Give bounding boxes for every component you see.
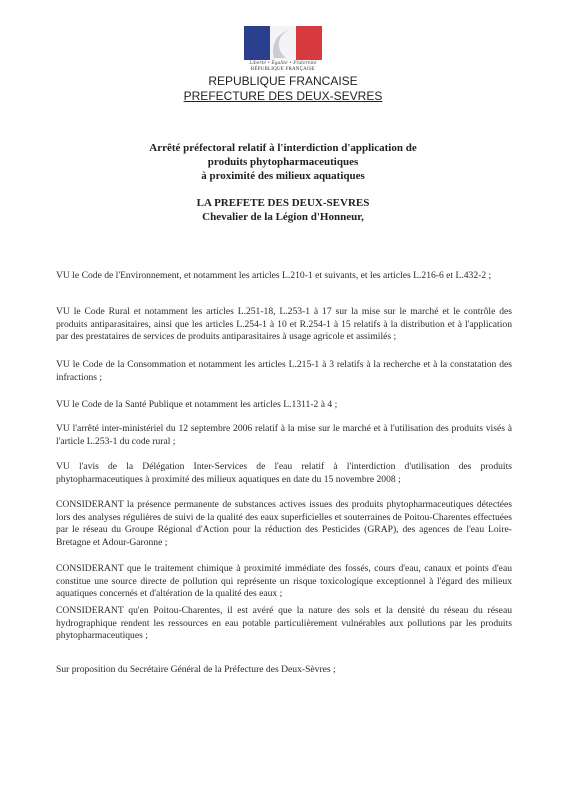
paragraph-sur-proposition: Sur proposition du Secrétaire Général de la Préfecture des Deux-Sèvres ; [56, 664, 336, 675]
tricolour-flag-icon [244, 26, 322, 60]
paragraph-vu-environnement: VU le Code de l'Environnement, et notamment les articles L.210-1 et suivants, et les articles L.216-6 et L.432-2 ; [56, 270, 492, 281]
decree-title [100, 141, 466, 183]
header-prefecture: PREFECTURE DES DEUX-SEVRES [183, 89, 383, 103]
decree-title-line: produits phytopharmaceutiques [207, 156, 359, 168]
logo-motto: Liberté • Égalité • Fraternité [249, 61, 317, 66]
paragraph-vu-arrete: VU l'arrêté inter-ministériel du 12 septembre 2006 relatif à la mise sur le marché et à l'utilisation des produits visés à l'article L.253-1 du code rural ; [56, 423, 512, 447]
paragraph-vu-consommation: VU le Code de la Consommation et notamment les articles L.215-1 à 3 relatifs à la recherche et à la constatation des infractions ; [56, 359, 512, 383]
paragraph-considerant-poitou: CONSIDERANT qu'en Poitou-Charentes, il est avéré que la nature des sols et la densité du réseau du réseau hydrographique rendent les ressources en eau potable particulièrement vulnérables aux pollutions par les produits phytopharmaceutiques ; [56, 605, 512, 641]
decree-title-line: à proximité des milieux aquatiques [201, 170, 365, 182]
paragraph-considerant-traitement: CONSIDERANT que le traitement chimique à proximité immédiate des fossés, cours d'eau, canaux et points d'eau constitue une source directe de pollution qui représente un risque toxicologique exceptionnel à l'égard des milieux aquatiques concernés et d'altération de la qualité des eaux ; [56, 563, 512, 599]
authority-line: LA PREFETE DES DEUX-SEVRES [196, 197, 370, 209]
decree-title-line: Arrêté préfectoral relatif à l'interdiction d'application de [149, 142, 417, 154]
authority-block [100, 196, 466, 224]
paragraph-vu-sante-publique: VU le Code de la Santé Publique et notamment les articles L.1311-2 à 4 ; [56, 399, 338, 410]
logo-republic-text: RÉPUBLIQUE FRANÇAISE [250, 67, 316, 72]
header-republic: REPUBLIQUE FRANCAISE [208, 74, 358, 88]
paragraph-vu-avis: VU l'avis de la Délégation Inter-Services de l'eau relatif à l'interdiction d'utilisation des produits phytopharmaceutiques à proximité des milieux aquatiques en date du 15 novembre 2008 ; [56, 461, 512, 485]
paragraph-considerant-presence: CONSIDERANT la présence permanente de substances actives issues des produits phytopharmaceutiques détectées lors des analyses régulières de suivi de la qualité des eaux superficielles et souterraines de Poitou-Charentes effectuées par le réseau du Groupe Régional d'Action pour la réduction des Pesticides (GRAP), des agences de l'eau Loire-Bretagne et Adour-Garonne ; [56, 499, 512, 548]
paragraph-vu-code-rural: VU le Code Rural et notamment les articles L.251-18, L.253-1 à 17 sur la mise sur le marché et le contrôle des produits antiparasitaires, ainsi que les articles L.254-1 à 10 et R.254-1 à 15 relatifs à la distribution et à l'application par des prestataires de services de produits antiparasitaires à usage agricole et assimilés ; [56, 306, 512, 342]
authority-line: Chevalier de la Légion d'Honneur, [202, 211, 364, 223]
